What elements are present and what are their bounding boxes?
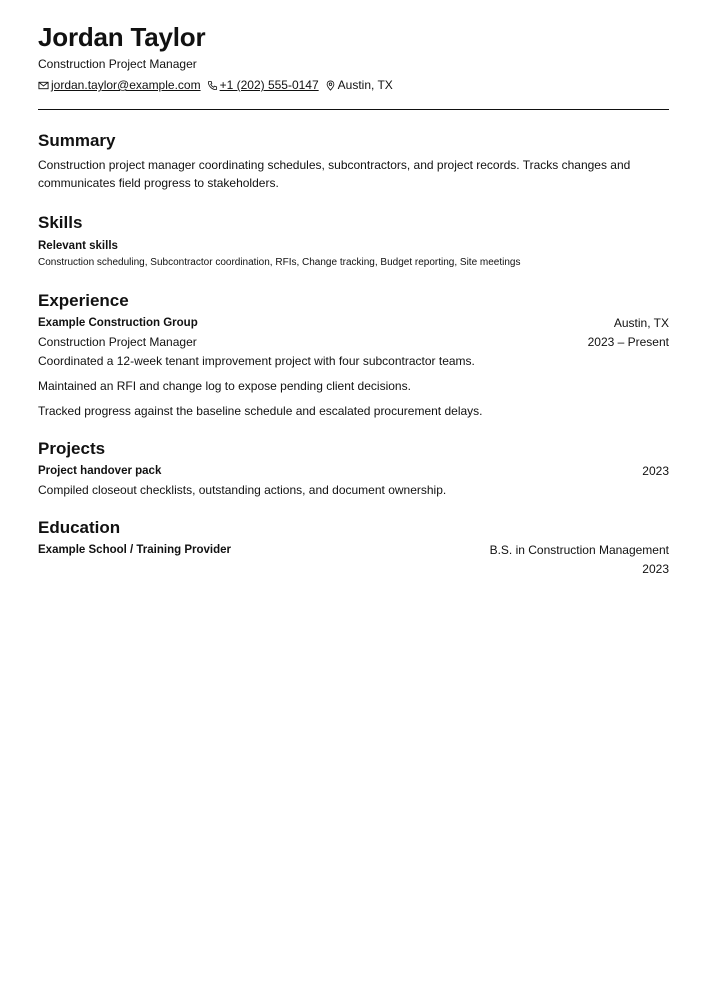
experience-role: Construction Project Manager xyxy=(38,335,197,349)
header-divider xyxy=(38,109,669,110)
education-header-row xyxy=(38,541,669,560)
contact-email xyxy=(38,77,201,93)
project-item xyxy=(38,462,669,500)
education-date: 2023 xyxy=(642,562,669,576)
project-header-row xyxy=(38,462,669,481)
project-name: Project handover pack xyxy=(38,465,162,477)
location-text: Austin, TX xyxy=(337,78,393,92)
project-description-row xyxy=(38,481,669,500)
contact-phone xyxy=(207,77,319,93)
summary-text: Construction project manager coordinating schedules, subcontractors, and project records. Tracks changes and communicates field progress to stakeholders. xyxy=(38,158,631,190)
skills-heading: Skills xyxy=(38,213,83,232)
experience-header-row xyxy=(38,314,669,333)
education-heading: Education xyxy=(38,518,121,537)
experience-item xyxy=(38,314,669,421)
experience-heading: Experience xyxy=(38,291,129,310)
mail-icon xyxy=(38,80,49,91)
project-description: Compiled closeout checklists, outstanding actions, and document ownership. xyxy=(38,483,447,497)
contact-location xyxy=(325,77,393,93)
education-item xyxy=(38,541,669,579)
skills-list: Construction scheduling, Subcontractor coordination, RFIs, Change tracking, Budget reporting, Site meetings xyxy=(38,257,521,268)
summary-heading: Summary xyxy=(38,131,116,150)
experience-role-row xyxy=(38,333,669,352)
education-school: Example School / Training Provider xyxy=(38,544,231,556)
candidate-headline: Construction Project Manager xyxy=(38,57,197,71)
project-date: 2023 xyxy=(642,464,669,478)
education-degree: B.S. in Construction Management xyxy=(489,543,669,557)
skills-label: Relevant skills xyxy=(38,240,118,252)
experience-location: Austin, TX xyxy=(613,316,669,330)
experience-bullet: Tracked progress against the baseline schedule and escalated procurement delays. xyxy=(38,404,483,418)
projects-heading: Projects xyxy=(38,439,106,458)
phone-link[interactable]: +1 (202) 555-0147 xyxy=(219,78,319,92)
email-link[interactable]: jordan.taylor@example.com xyxy=(51,78,201,92)
candidate-name: Jordan Taylor xyxy=(38,22,206,52)
education-date-row xyxy=(38,560,669,579)
experience-bullet: Coordinated a 12-week tenant improvement project with four subcontractor teams. xyxy=(38,354,475,368)
experience-company: Example Construction Group xyxy=(38,317,198,329)
map-pin-icon xyxy=(325,80,336,91)
experience-bullet: Maintained an RFI and change log to expose pending client decisions. xyxy=(38,379,411,393)
phone-icon xyxy=(207,80,218,91)
experience-dates: 2023 – Present xyxy=(587,335,669,349)
contact-row xyxy=(38,77,669,93)
resume-page xyxy=(38,0,669,579)
